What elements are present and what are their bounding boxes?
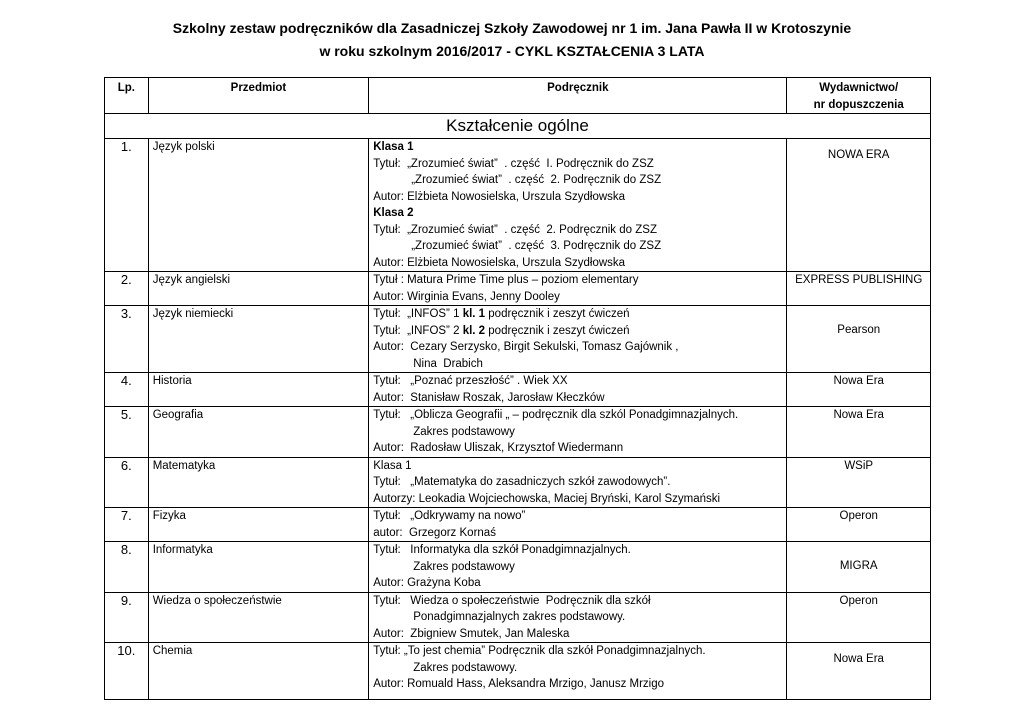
book-line-part: podręcznik i zeszyt ćwiczeń bbox=[485, 324, 630, 337]
book-line: Nina Drabich bbox=[413, 357, 483, 370]
row-publisher: Operon bbox=[787, 508, 931, 542]
book-line: Tytuł: Wiedza o społeczeństwie Podręcznik dla szkół bbox=[373, 594, 651, 607]
row-book bbox=[369, 457, 787, 508]
col-header-subject: Przedmiot bbox=[148, 78, 369, 114]
section-heading: Kształcenie ogólne bbox=[105, 114, 931, 139]
class-label: Klasa 1 bbox=[373, 141, 414, 153]
textbook-table bbox=[104, 77, 931, 700]
book-line: Autor: Radosław Uliszak, Krzysztof Wiedermann bbox=[373, 442, 624, 454]
row-subject: Wiedza o społeczeństwie bbox=[148, 592, 369, 643]
document-title-line-2: w roku szkolnym 2016/2017 - CYKL KSZTAŁCENIA 3 LATA bbox=[319, 43, 705, 59]
table-row bbox=[105, 272, 931, 306]
table-row bbox=[105, 457, 931, 508]
row-subject: Informatyka bbox=[148, 542, 369, 593]
row-subject: Matematyka bbox=[148, 457, 369, 508]
table-row bbox=[105, 139, 931, 272]
book-line: Zakres podstawowy. bbox=[413, 661, 518, 674]
table-row bbox=[105, 407, 931, 458]
row-book bbox=[369, 306, 787, 373]
table-row bbox=[105, 508, 931, 542]
book-line: Tytuł: „Odkrywamy na nowo” bbox=[373, 510, 526, 522]
row-publisher: Nowa Era bbox=[787, 407, 931, 458]
row-book bbox=[369, 542, 787, 593]
col-header-publisher-line-2: nr dopuszczenia bbox=[813, 98, 904, 111]
row-book bbox=[369, 272, 787, 306]
row-number: 9. bbox=[105, 592, 149, 643]
publisher-text: MIGRA bbox=[839, 560, 878, 572]
book-line: Autorzy: Leokadia Wojciechowska, Maciej Bryński, Karol Szymański bbox=[373, 492, 721, 505]
table-row bbox=[105, 542, 931, 593]
col-header-publisher bbox=[787, 78, 931, 114]
col-header-publisher-line-1: Wydawnictwo/ bbox=[819, 82, 899, 94]
publisher-text: Pearson bbox=[837, 324, 881, 336]
row-subject: Język polski bbox=[148, 139, 369, 272]
row-book bbox=[369, 407, 787, 458]
table-row bbox=[105, 373, 931, 407]
row-publisher: Operon bbox=[787, 592, 931, 643]
book-line: Autor: Elżbieta Nowosielska, Urszula Szydłowska bbox=[373, 190, 626, 203]
table-row bbox=[105, 306, 931, 373]
book-line: „Zrozumieć świat” . część 2. Podręcznik do ZSZ bbox=[411, 174, 662, 186]
row-subject: Język niemiecki bbox=[148, 306, 369, 373]
book-line: Tytuł: „Zrozumieć świat” . część 2. Podręcznik do ZSZ bbox=[373, 223, 657, 236]
row-publisher bbox=[787, 139, 931, 272]
book-line: Tytuł : Matura Prime Time plus – poziom elementary bbox=[373, 274, 639, 286]
row-subject: Język angielski bbox=[148, 272, 369, 306]
document-title-line-1: Szkolny zestaw podręczników dla Zasadniczej Szkoły Zawodowej nr 1 im. Jana Pawła II w Krotoszynie bbox=[172, 20, 852, 36]
book-line: Zakres podstawowy bbox=[413, 560, 515, 573]
section-row bbox=[105, 114, 931, 139]
book-line: Autor: Cezary Serzysko, Birgit Sekulski, Tomasz Gajównik , bbox=[373, 341, 679, 353]
row-number: 1. bbox=[105, 139, 149, 272]
book-line: Klasa 1 bbox=[373, 459, 412, 472]
book-line: Autor: Zbigniew Smutek, Jan Maleska bbox=[373, 627, 570, 640]
row-publisher: Nowa Era bbox=[787, 373, 931, 407]
row-book bbox=[369, 373, 787, 407]
book-line: Autor: Stanisław Roszak, Jarosław Kłeczków bbox=[373, 391, 605, 404]
book-line: autor: Grzegorz Kornaś bbox=[373, 526, 496, 539]
table-header-row bbox=[105, 78, 931, 114]
book-line: „Zrozumieć świat” . część 3. Podręcznik do ZSZ bbox=[411, 240, 662, 252]
book-line: Tytuł: „Oblicza Geografii „ – podręcznik dla szkól Ponadgimnazjalnych. bbox=[373, 409, 739, 421]
book-line-part: podręcznik i zeszyt ćwiczeń bbox=[485, 308, 630, 320]
book-line: Tytuł: „Matematyka do zasadniczych szkół zawodowych”. bbox=[373, 476, 671, 488]
book-line-part: Tytuł: „INFOS” 2 bbox=[373, 324, 463, 337]
book-line: Tytuł: „Poznać przeszłość” . Wiek XX bbox=[373, 375, 568, 387]
publisher-text: Nowa Era bbox=[833, 653, 884, 665]
book-line bbox=[373, 306, 782, 323]
row-subject: Geografia bbox=[148, 407, 369, 458]
book-line: Ponadgimnazjalnych zakres podstawowy. bbox=[413, 611, 626, 623]
row-book bbox=[369, 508, 787, 542]
row-publisher bbox=[787, 542, 931, 593]
book-line-part: Tytuł: „INFOS” 1 bbox=[373, 308, 463, 320]
col-header-lp: Lp. bbox=[105, 78, 149, 114]
class-number: kl. 2 bbox=[462, 324, 486, 337]
row-subject: Chemia bbox=[148, 643, 369, 700]
table-row bbox=[105, 643, 931, 700]
class-label: Klasa 2 bbox=[373, 207, 414, 219]
book-line: Autor: Grażyna Koba bbox=[373, 577, 481, 589]
row-subject: Historia bbox=[148, 373, 369, 407]
row-publisher: EXPRESS PUBLISHING bbox=[787, 272, 931, 306]
row-number: 5. bbox=[105, 407, 149, 458]
book-line: Autor: Wirginia Evans, Jenny Dooley bbox=[373, 290, 560, 303]
publisher-text: NOWA ERA bbox=[827, 149, 890, 161]
row-number: 6. bbox=[105, 457, 149, 508]
row-publisher bbox=[787, 643, 931, 700]
row-number: 4. bbox=[105, 373, 149, 407]
book-line: Zakres podstawowy bbox=[413, 425, 515, 438]
row-number: 2. bbox=[105, 272, 149, 306]
row-subject: Fizyka bbox=[148, 508, 369, 542]
row-number: 7. bbox=[105, 508, 149, 542]
book-line: Tytuł: „To jest chemia” Podręcznik dla szkół Ponadgimnazjalnych. bbox=[373, 645, 706, 657]
book-line: Tytuł: „Zrozumieć świat” . część I. Podręcznik do ZSZ bbox=[373, 157, 654, 170]
book-line: Autor: Elżbieta Nowosielska, Urszula Szydłowska bbox=[373, 256, 626, 269]
row-book bbox=[369, 643, 787, 700]
row-publisher bbox=[787, 306, 931, 373]
book-line: Tytuł: Informatyka dla szkół Ponadgimnazjalnych. bbox=[373, 544, 631, 556]
row-number: 8. bbox=[105, 542, 149, 593]
row-number: 10. bbox=[105, 643, 149, 700]
row-book bbox=[369, 139, 787, 272]
row-publisher: WSiP bbox=[787, 457, 931, 508]
class-number: kl. 1 bbox=[462, 308, 486, 320]
book-line: Autor: Romuald Hass, Aleksandra Mrzigo, Janusz Mrzigo bbox=[373, 678, 665, 690]
col-header-book: Podręcznik bbox=[369, 78, 787, 114]
row-number: 3. bbox=[105, 306, 149, 373]
table-row bbox=[105, 592, 931, 643]
book-line bbox=[373, 323, 782, 340]
row-book bbox=[369, 592, 787, 643]
